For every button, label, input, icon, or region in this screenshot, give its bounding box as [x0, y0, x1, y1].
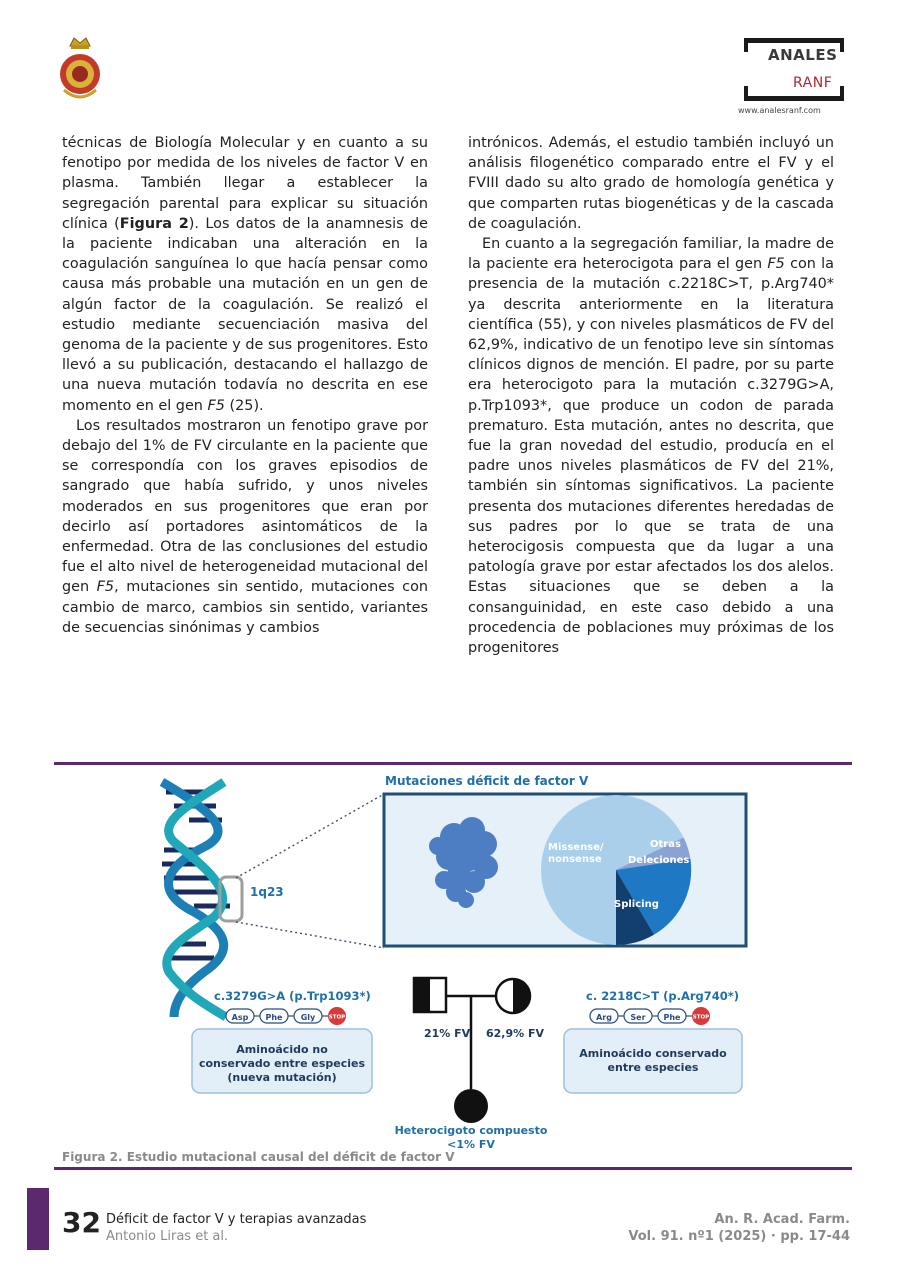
mother-mutation-block: [564, 989, 742, 1093]
pedigree-diagram: [395, 978, 548, 1151]
father-note: Aminoácido no conservado entre especies (nueva mutación): [198, 1043, 366, 1084]
mother-half-fill: [513, 979, 530, 1013]
brand-frame-bottom: [744, 96, 844, 101]
mother-note: Aminoácido conservado entre especies: [579, 1047, 727, 1074]
mother-aminoacid-chain: [590, 1007, 710, 1025]
footer-authors: Antonio Liras et al.: [106, 1229, 229, 1244]
father-aminoacid-chain: [226, 1007, 346, 1025]
child-circle: [454, 1089, 488, 1123]
father-aminoacid-label: Phe: [265, 1013, 283, 1022]
footer-article-title: Déficit de factor V y terapias avanzadas: [106, 1212, 367, 1227]
left-paragraph-2: Los resultados mostraron un fenotipo grave por debajo del 1% de FV circulante en la paciente que se correspondía con los graves episodios de sangrado que había sufrido, y unos niveles moderados en sus progenitores que eran por decirlo así portadores asintomáticos de la enfermedad. Otra de las conclusiones del estudio fue el alto nivel de heterogeneidad mutacional del gen F5, mutaciones sin sentido, mutaciones con cambio de marco, cambios sin sentido, variantes de secuencias sinónimas y cambios: [62, 417, 428, 636]
footer-accent-bar: [27, 1188, 49, 1250]
pie-label-splicing: Splicing: [614, 899, 659, 910]
brand-url: www.analesranf.com: [738, 106, 821, 115]
father-stop-label: STOP: [328, 1014, 346, 1021]
pie-label-missense: Missense/ nonsense: [548, 842, 604, 865]
brand-frame-top: [744, 38, 844, 43]
academy-crest-logo: [56, 34, 104, 104]
zoom-connector-top: [236, 794, 384, 878]
figure-2: [54, 772, 852, 1151]
father-aminoacid-label: Gly: [300, 1013, 316, 1022]
brand-ranf: RANF: [793, 75, 833, 91]
right-paragraph-2: En cuanto a la segregación familiar, la madre de la paciente era heterocigota para el gen F5 con la presencia de la mutación c.2218C>T, p.Arg740* ya descrita anteriormente en la literatura científica (55), y con niveles plasmáticos de FV del 62,9%, indicativo de un fenotipo leve sin síntomas clínicos dignos de mención. El padre, por su parte era heterocigoto para la mutación c.3279G>A, p.Trp1093*, que produce un codon de parada prematuro. Esta mutación, antes no descrita, que fue la gran novedad del estudio, producía en el padre unos niveles plasmáticos de FV del 21%, también sin síntomas significativos. La paciente presenta dos mutaciones diferentes heredadas de sus padres por lo que se trata de una heterocigosis compuesta que da lugar a una patología grave por estar afectados los dos alelos. Estas situaciones que se deben a la consanguinidad, en este caso debido a una procedencia de poblaciones muy próximas de los progenitores: [468, 236, 834, 657]
footer-journal: An. R. Acad. Farm.: [714, 1212, 850, 1227]
dna-helix-illustration: [162, 782, 284, 1017]
mother-level: 62,9% FV: [486, 1027, 545, 1040]
left-column: [62, 133, 428, 638]
left-paragraph-1: técnicas de Biología Molecular y en cuanto a su fenotipo por medida de los niveles de factor V en plasma. También llegar a establecer la segregación parental para explicar su situación clínica (Figura 2). Los datos de la anamnesis de la paciente indicaban una alteración en la coagulación sanguínea lo que hacía pensar como causa más probable una mutación en un gen de algún factor de la coagulación. Se realizó el estudio mediante secuenciación masiva del genoma de la paciente y de sus progenitores. Esto llevó a su publicación, destacando el hallazgo de una nueva mutación todavía no descrita en ese momento en el gen F5 (25).: [62, 135, 429, 414]
zoom-connector-bottom: [236, 922, 384, 948]
figure-caption: Figura 2. Estudio mutacional causal del déficit de factor V: [62, 1150, 455, 1164]
father-mutation-block: [192, 989, 372, 1093]
mother-aminoacid-label: Ser: [630, 1013, 646, 1022]
father-half-fill: [414, 978, 430, 1012]
father-level: 21% FV: [424, 1027, 471, 1040]
brand-anales: ANALES: [768, 46, 838, 64]
mother-aminoacid-label: Phe: [663, 1013, 681, 1022]
figure-bottom-rule: [54, 1167, 852, 1170]
right-column: [468, 133, 834, 658]
father-aminoacid-label: Asp: [231, 1013, 249, 1022]
mother-stop-label: STOP: [692, 1014, 710, 1021]
mother-aminoacid-label: Arg: [596, 1013, 612, 1022]
pie-label-deleciones: Deleciones: [628, 855, 690, 866]
mutation-type-pie-chart: [541, 795, 691, 945]
page-number: 32: [62, 1206, 101, 1239]
right-paragraph-1: intrónicos. Además, el estudio también incluyó un análisis filogenético comparado entre el FV y el FVIII dado su alto grado de homología genética y que comparten rutas biogenéticas y de la cascada de coagulación.: [468, 135, 834, 232]
child-label: Heterocigoto compuesto: [394, 1124, 548, 1137]
pie-label-otras: Otras: [650, 839, 681, 850]
anales-ranf-logo: [738, 38, 850, 118]
figure-top-rule: [54, 762, 852, 765]
child-level: <1% FV: [447, 1138, 495, 1151]
father-mutation-label: c.3279G>A (p.Trp1093*): [214, 989, 371, 1003]
figure-panel-title: Mutaciones déficit de factor V: [385, 774, 589, 788]
mother-mutation-label: c. 2218C>T (p.Arg740*): [586, 989, 740, 1003]
locus-label: 1q23: [250, 885, 284, 899]
footer-volume: Vol. 91. nº1 (2025) · pp. 17-44: [628, 1229, 850, 1244]
